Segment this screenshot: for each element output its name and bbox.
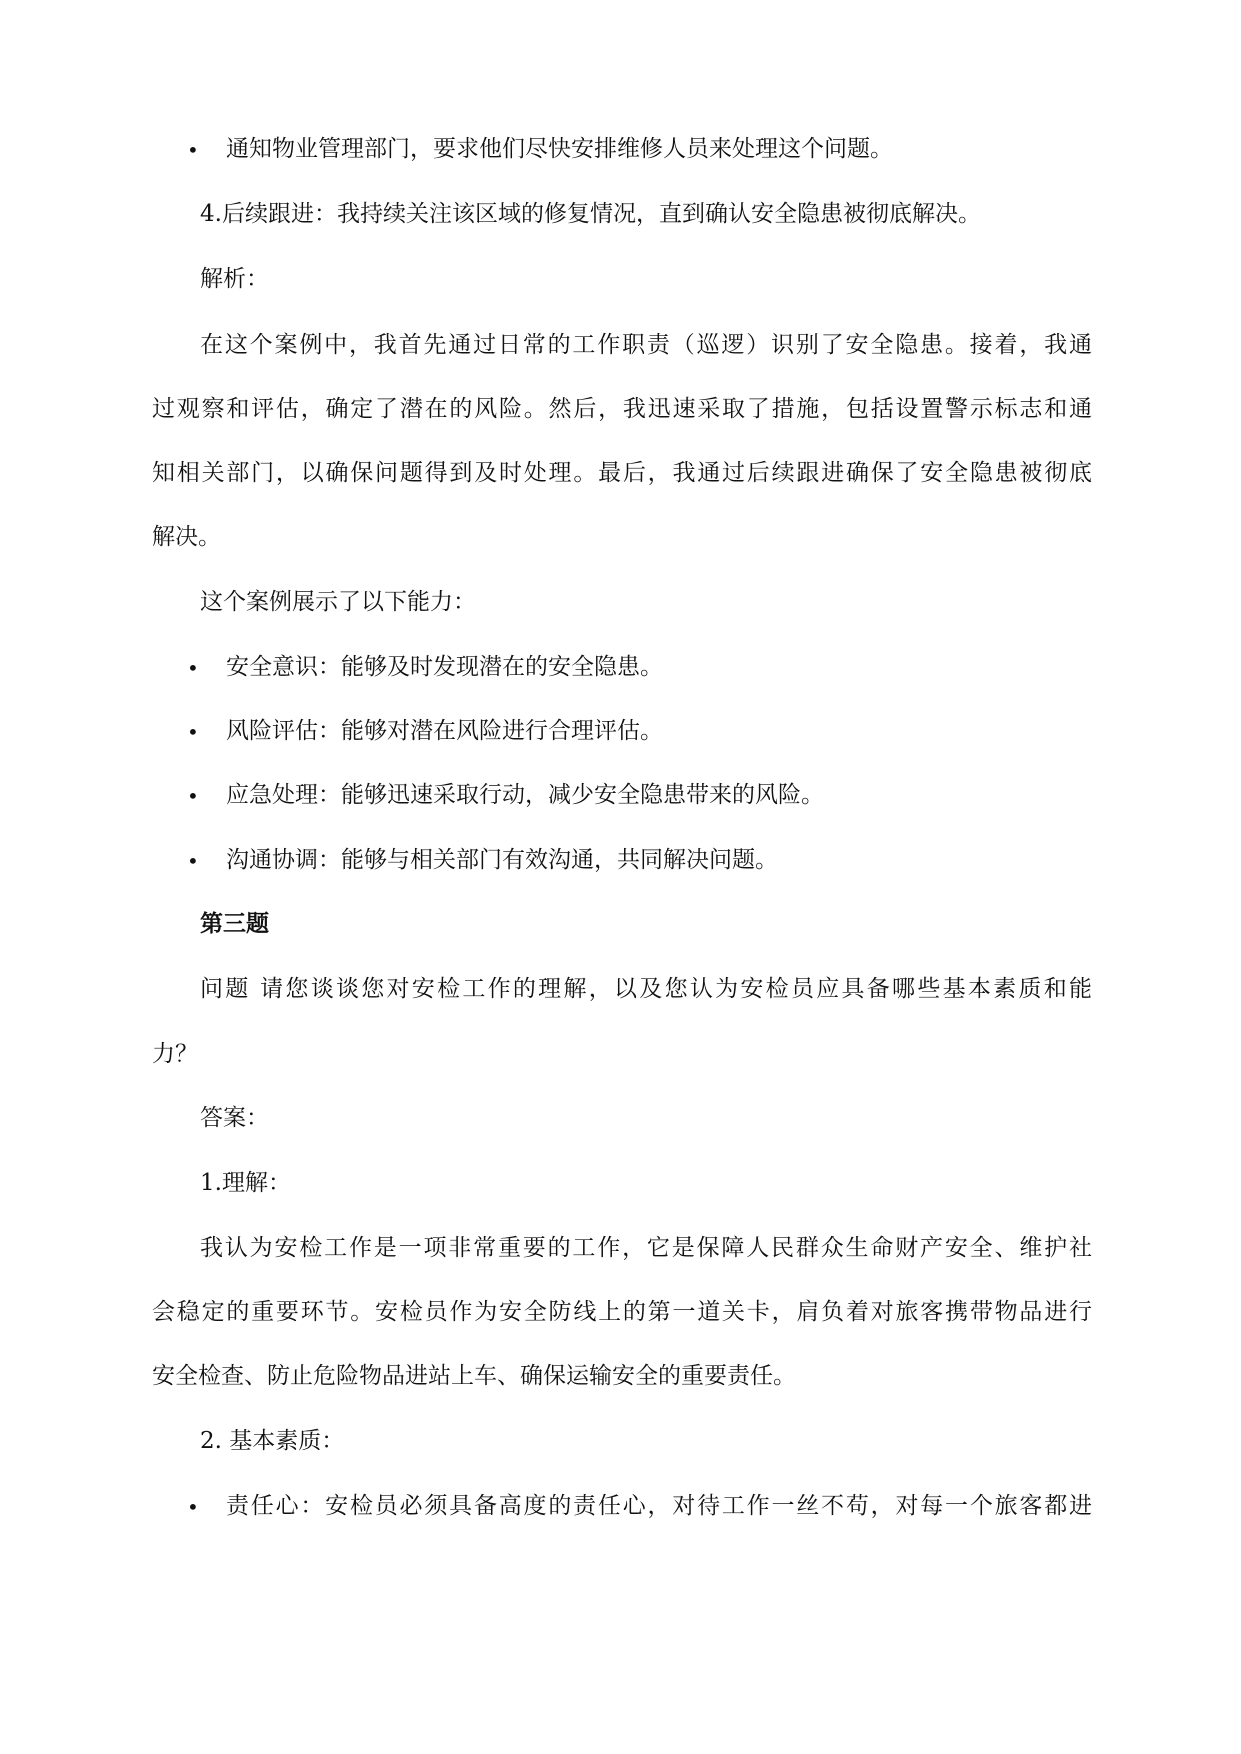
bullet-icon: • <box>187 1495 199 1519</box>
abilities-intro: 这个案例展示了以下能力： <box>200 589 476 615</box>
bullet-item-notify-property: 通知物业管理部门，要求他们尽快安排维修人员来处理这个问题。 <box>226 136 893 162</box>
understanding-line-3: 安全检查、防止危险物品进站上车、确保运输安全的重要责任。 <box>152 1363 796 1389</box>
question-3-heading: 第三题 <box>200 910 269 937</box>
question-3-line-2: 力？ <box>152 1041 198 1067</box>
understanding-label: 1.理解： <box>200 1170 291 1196</box>
basic-quality-label: 2. 基本素质： <box>200 1428 345 1454</box>
bullet-icon: • <box>187 656 199 680</box>
ability-safety-awareness: 安全意识：能够及时发现潜在的安全隐患。 <box>226 654 663 680</box>
analysis-line-3: 知相关部门，以确保问题得到及时处理。最后，我通过后续跟进确保了安全隐患被彻底 <box>152 460 1092 486</box>
bullet-icon: • <box>187 138 199 162</box>
ability-risk-assessment: 风险评估：能够对潜在风险进行合理评估。 <box>226 718 663 744</box>
understanding-line-2: 会稳定的重要环节。安检员作为安全防线上的第一道关卡，肩负着对旅客携带物品进行 <box>152 1299 1092 1325</box>
bullet-icon: • <box>187 784 199 808</box>
analysis-line-2: 过观察和评估，确定了潜在的风险。然后，我迅速采取了措施，包括设置警示标志和通 <box>152 396 1092 422</box>
analysis-label: 解析： <box>200 266 269 292</box>
bullet-icon: • <box>187 849 199 873</box>
bullet-icon: • <box>187 720 199 744</box>
bullet-item-responsibility: 责任心：安检员必须具备高度的责任心，对待工作一丝不苟，对每一个旅客都进 <box>226 1493 1092 1519</box>
analysis-line-1: 在这个案例中，我首先通过日常的工作职责（巡逻）识别了安全隐患。接着，我通 <box>200 332 1092 358</box>
answer-label: 答案： <box>200 1105 269 1131</box>
ability-emergency-handling: 应急处理：能够迅速采取行动，减少安全隐患带来的风险。 <box>226 782 824 808</box>
ability-communication: 沟通协调：能够与相关部门有效沟通，共同解决问题。 <box>226 847 778 873</box>
step-4-follow-up: 4.后续跟进：我持续关注该区域的修复情况，直到确认安全隐患被彻底解决。 <box>200 201 981 227</box>
analysis-line-4: 解决。 <box>152 524 221 550</box>
understanding-line-1: 我认为安检工作是一项非常重要的工作，它是保障人民群众生命财产安全、维护社 <box>200 1235 1092 1261</box>
question-3-line-1: 问题 请您谈谈您对安检工作的理解，以及您认为安检员应具备哪些基本素质和能 <box>200 976 1092 1002</box>
